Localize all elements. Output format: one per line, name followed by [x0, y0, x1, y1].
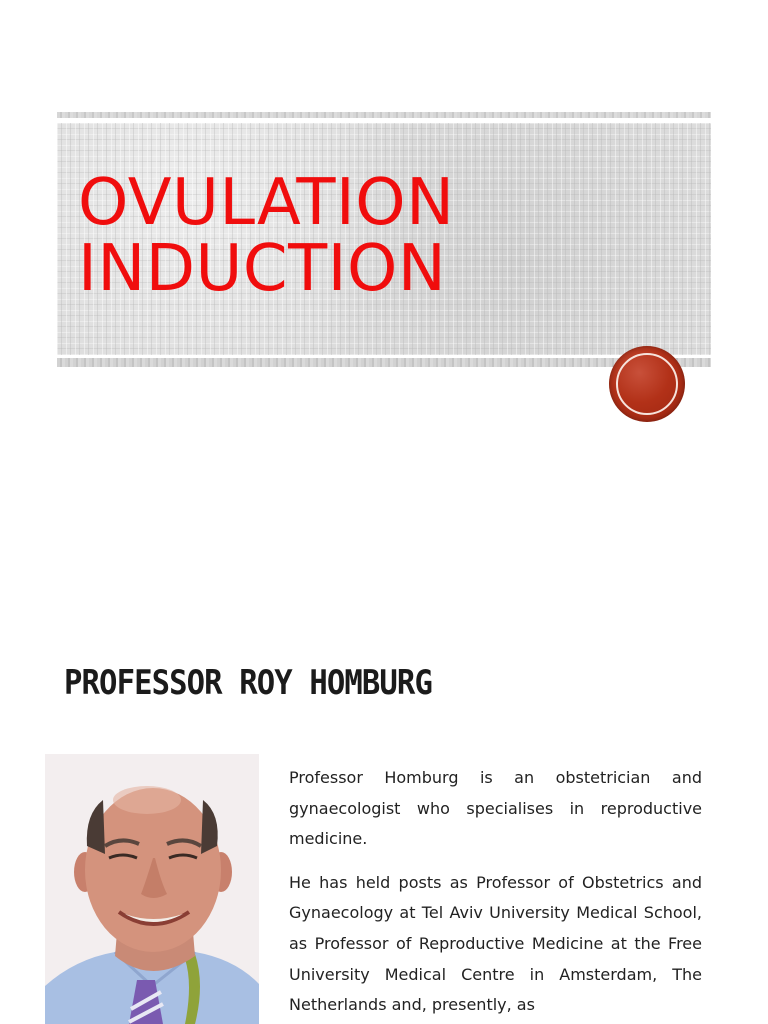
bio-paragraph-1: Professor Homburg is an obstetrician and gynaecologist who specialises in reproductive medicine.: [289, 768, 702, 849]
slide-title: [78, 166, 598, 306]
slide-title-line-2: INDUCTION: [78, 232, 447, 306]
slide-heading: PROFESSOR ROY HOMBURG: [64, 663, 432, 703]
bio-paragraph-2: He has held posts as Professor of Obstetrics and Gynaecology at Tel Aviv University Medical School, as Professor of Reproductive Medicine at the Free University Medical Centre in Amsterdam, The Netherlands and, presently, as: [289, 872, 702, 1015]
bio-text: [289, 763, 702, 1024]
slide-title-line-1: OVULATION: [78, 166, 455, 240]
circle-emblem-icon: [609, 346, 685, 422]
banner-top-rule: [57, 112, 711, 118]
portrait-photo: [45, 754, 259, 1024]
